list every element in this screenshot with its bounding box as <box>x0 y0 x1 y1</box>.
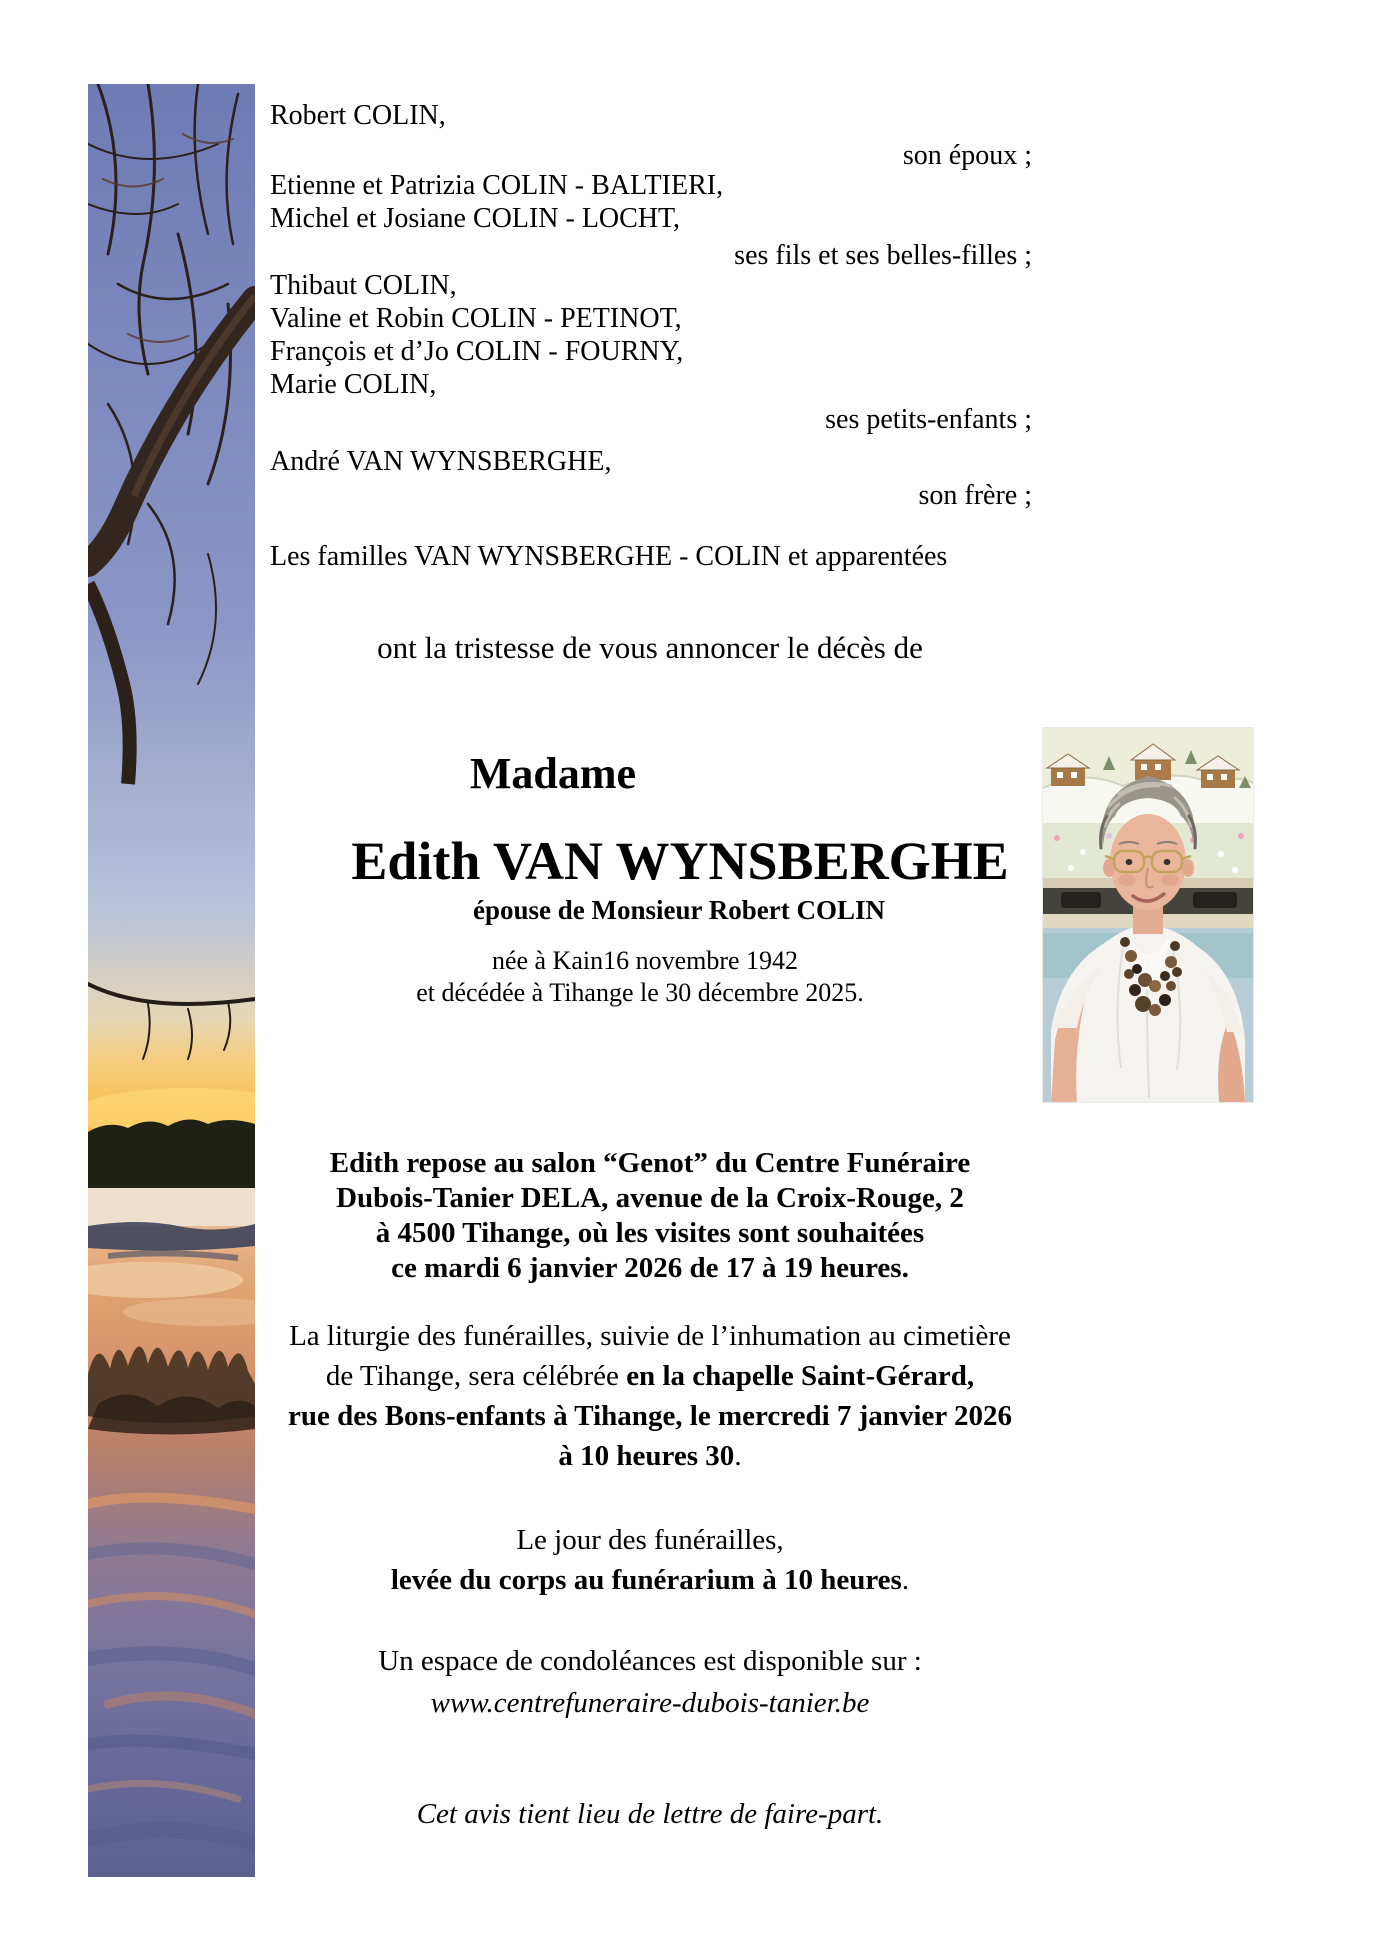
relation-label-brother: son frère ; <box>918 480 1032 511</box>
brother-line: André VAN WYNSBERGHE, <box>270 446 612 477</box>
visitation-paragraph <box>258 1146 1042 1286</box>
condolences-paragraph <box>258 1640 1042 1724</box>
honorific: Madame <box>469 749 637 798</box>
relation-label-grandchildren: ses petits-enfants ; <box>825 404 1032 435</box>
husband-line: Robert COLIN, <box>270 100 446 131</box>
funeral-day-line: Le jour des funérailles, <box>516 1524 784 1556</box>
families-line: Les familles VAN WYNSBERGHE - COLIN et apparentées <box>270 541 948 572</box>
spouse-line: épouse de Monsieur Robert COLIN <box>472 895 886 925</box>
grandchild-line: Thibaut COLIN, <box>270 270 457 301</box>
funeral-day-paragraph <box>258 1520 1042 1600</box>
portrait-art <box>1043 728 1253 1102</box>
liturgy-line <box>258 1356 1042 1396</box>
condolences-website: www.centrefuneraire-dubois-tanier.be <box>430 1687 870 1719</box>
visitation-line: à 4500 Tihange, où les visites sont souhaitées <box>375 1217 925 1249</box>
liturgy-line-regular: de Tihange, sera célébrée <box>325 1360 627 1392</box>
funeral-day-period: . <box>901 1564 910 1596</box>
condolences-intro: Un espace de condoléances est disponible sur : <box>378 1645 922 1677</box>
liturgy-line: La liturgie des funérailles, suivie de l’inhumation au cimetière <box>289 1320 1011 1352</box>
winter-sunset-photo-strip <box>88 84 255 1877</box>
liturgy-paragraph <box>258 1316 1042 1476</box>
grandchild-line: Marie COLIN, <box>270 369 437 400</box>
closing-line <box>258 1798 1042 1831</box>
liturgy-line: rue des Bons-enfants à Tihange, le mercredi 7 janvier 2026 <box>288 1400 1012 1432</box>
winter-sunset-photo-art <box>88 84 255 1877</box>
relation-label-husband: son époux ; <box>902 140 1032 171</box>
grandchild-line: Valine et Robin COLIN - PETINOT, <box>270 303 682 334</box>
son-line: Etienne et Patrizia COLIN - BALTIERI, <box>270 170 724 201</box>
funeral-day-bold: levée du corps au funérarium à 10 heures <box>390 1564 902 1596</box>
deceased-portrait-photo <box>1043 728 1253 1102</box>
liturgy-period: . <box>734 1440 742 1472</box>
death-line: et décédée à Tihange le 30 décembre 2025. <box>416 978 864 1007</box>
deceased-name: Edith VAN WYNSBERGHE <box>351 831 1009 891</box>
visitation-line: Dubois-Tanier DELA, avenue de la Croix-Rouge, 2 <box>336 1182 964 1214</box>
liturgy-time-bold: à 10 heures 30 <box>558 1440 735 1472</box>
son-line: Michel et Josiane COLIN - LOCHT, <box>270 203 681 234</box>
birth-line: née à Kain16 novembre 1942 <box>491 946 799 975</box>
announcement-line: ont la tristesse de vous annoncer le décès de <box>377 630 923 665</box>
relation-label-sons: ses fils et ses belles-filles ; <box>734 240 1032 271</box>
visitation-line: Edith repose au salon “Genot” du Centre Funéraire <box>329 1147 971 1179</box>
visitation-line: ce mardi 6 janvier 2026 de 17 à 19 heures. <box>391 1252 909 1284</box>
grandchild-line: François et d’Jo COLIN - FOURNY, <box>270 336 684 367</box>
funeral-day-line <box>258 1560 1042 1600</box>
closing-text: Cet avis tient lieu de lettre de faire-part. <box>416 1798 884 1830</box>
liturgy-line-bold: en la chapelle Saint-Gérard, <box>626 1360 975 1392</box>
liturgy-line <box>258 1436 1042 1476</box>
